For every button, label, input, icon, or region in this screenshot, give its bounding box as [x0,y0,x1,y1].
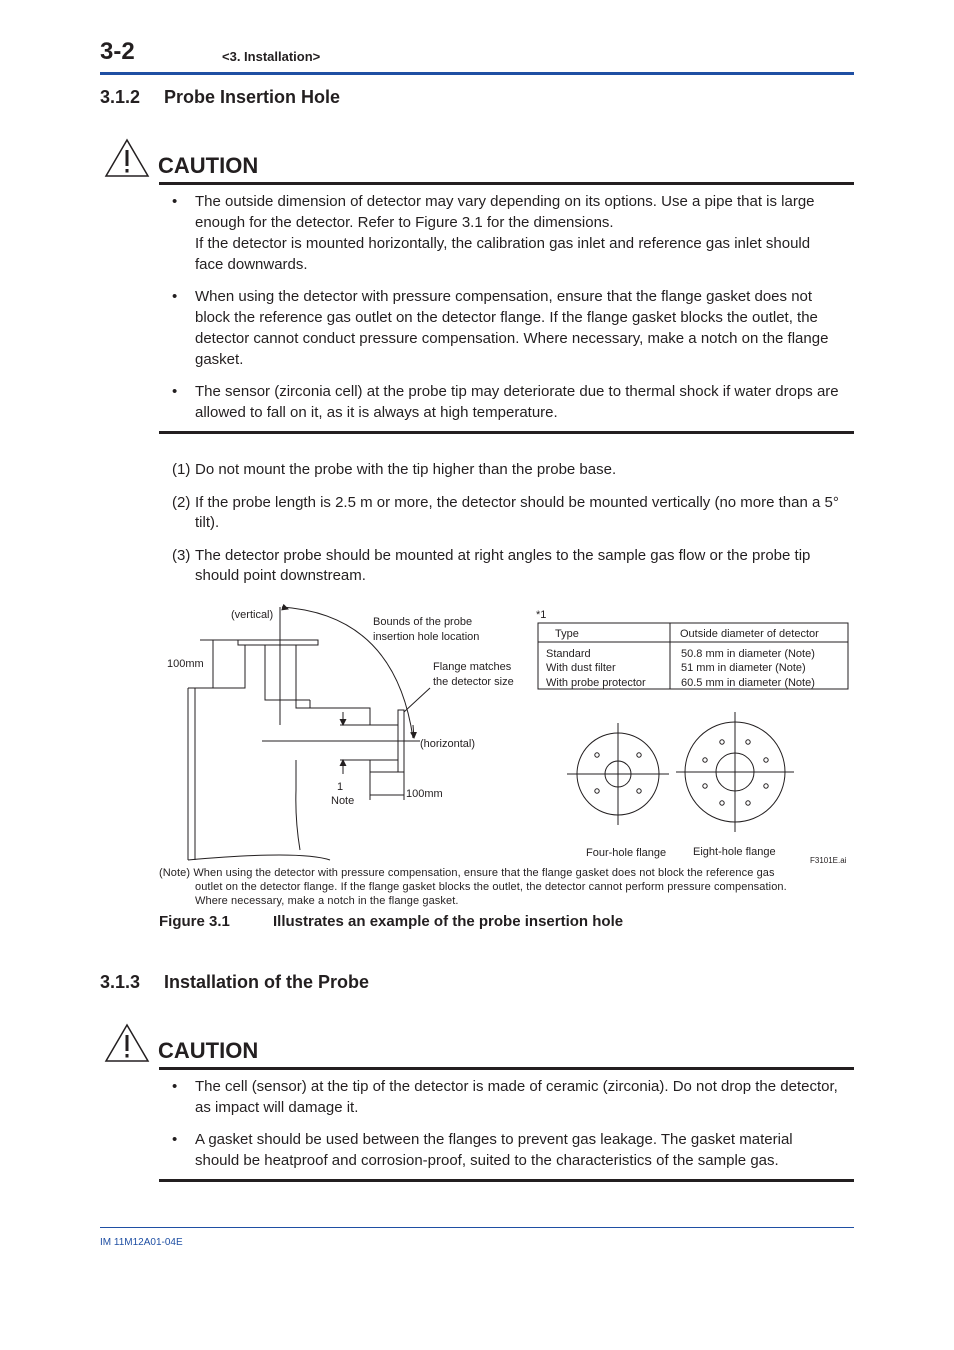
table-cell: 60.5 mm in diameter (Note) [681,677,815,689]
dimension-label: 100mm [167,658,204,670]
note-ref-word: Note [331,795,355,807]
pipe-wall [188,688,195,860]
bounds-label: insertion hole location [373,631,480,643]
page-number: 3-2 [100,38,135,65]
caution-label: CAUTION [158,1038,259,1063]
note-ref-number: 1 [337,781,344,793]
caution-top-rule [159,1067,854,1070]
bullet-item: • A gasket should be used between the flanges to prevent gas leakage. The gasket material should be heatproof and corrosion-proof, suited to the characteristics of the sample gas. [172,1131,793,1169]
footer-rule [100,1227,854,1228]
table-cell: 51 mm in diameter (Note) [681,662,806,674]
eight-hole-flange [676,712,794,832]
table-cell: With dust filter [546,662,616,674]
list-item: (3) The detector probe should be mounted at right angles to the sample gas flow or the probe tip should point downstream. [172,547,811,584]
section-number: 3.1.2 [100,87,141,107]
bounds-label: Bounds of the probe [373,616,473,628]
vertical-label: (vertical) [231,609,274,621]
chapter-title: <3. Installation> [222,49,321,64]
section-heading-313 [100,972,369,993]
caution-bottom-rule [159,1179,854,1182]
section-number: 3.1.3 [100,972,141,992]
table-cell: Standard [546,648,591,660]
bullet-item: • When using the detector with pressure compensation, ensure that the flange gasket does not block the reference gas outlet on the detector flange. If the flange gasket blocks the outlet, the detector cannot conduct pressure compensation. Where necessary, make a notch on the flange gasket. [172,288,829,368]
flange-label: Flange matches [433,661,512,673]
table-header: Type [555,628,579,640]
horizontal-label: (horizontal) [420,738,476,750]
bullet-item: • The cell (sensor) at the tip of the detector is made of ceramic (zirconia). Do not drop the detector, as impact will damage it. [172,1078,838,1116]
flange-label: the detector size [433,676,514,688]
dimension-label: 100mm [406,788,443,800]
four-hole-flange [567,723,669,825]
figure-note: (Note) When using the detector with pressure compensation, ensure that the flange gasket does not block the reference gas outlet on the detector flange. If the flange gasket blocks the outlet, the detector cannot perform pressure compensation. Where necessary, make a notch in the flange gasket. [159,867,787,907]
warning-triangle-icon [104,1023,150,1063]
four-hole-label: Four-hole flange [586,847,667,859]
table-cell: 50.8 mm in diameter (Note) [681,648,815,660]
table-ref: *1 [536,609,547,621]
file-code: F3101E.ai [810,856,847,865]
section-title: Probe Insertion Hole [164,87,341,107]
bullet-item: • The outside dimension of detector may vary depending on its options. Use a pipe that is large enough for the detector. Refer to Figure 3.1 for the dimensions. If the detector is mounted horizontally, the calibration gas inlet and reference gas inlet should face downwards. [172,193,815,273]
bullet-item: • The sensor (zirconia cell) at the probe tip may deteriorate due to thermal shock if water drops are allowed to fall on it, as it is always at high temperature. [172,383,839,421]
caution-label: CAUTION [158,153,259,178]
document-code: IM 11M12A01-04E [100,1237,183,1248]
eight-hole-label: Eight-hole flange [693,846,776,858]
figure-caption: Figure 3.1 Illustrates an example of the probe insertion hole [159,913,624,930]
table-cell: With probe protector [546,677,646,689]
table-header: Outside diameter of detector [680,628,819,640]
list-item: (2) If the probe length is 2.5 m or more, the detector should be mounted vertically (no more than a 5° tilt). [172,494,839,531]
section-title: Installation of the Probe [164,972,370,992]
list-item: (1) Do not mount the probe with the tip higher than the probe base. [172,461,617,478]
caution-bullet-list [160,1076,856,1182]
